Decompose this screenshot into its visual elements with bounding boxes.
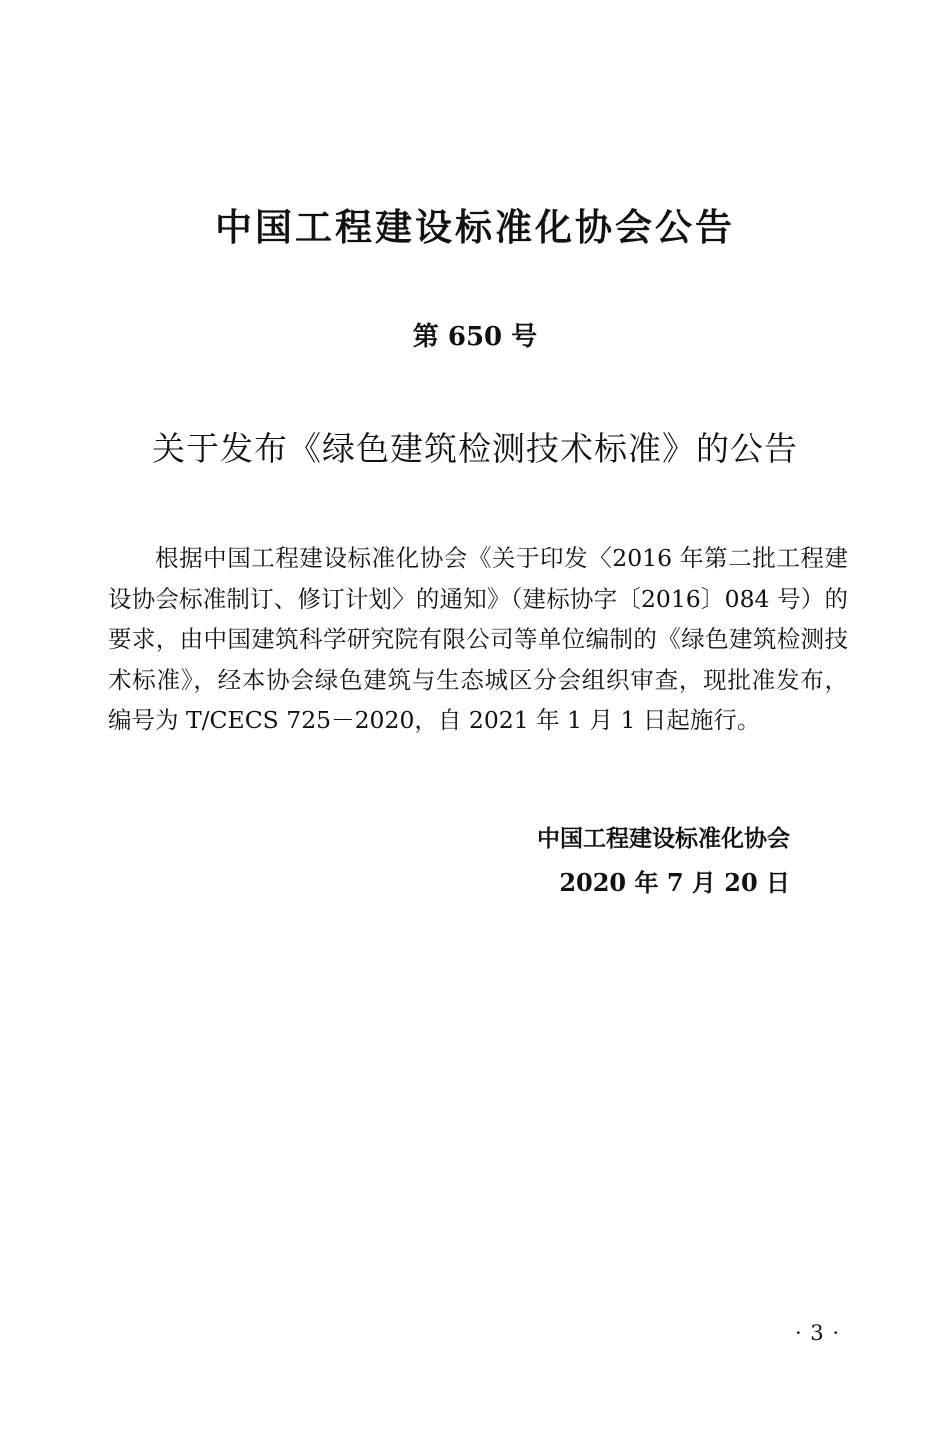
announcement-number: 第 650 号 xyxy=(412,322,538,352)
signature-date: 2020 年 7 月 20 日 xyxy=(559,868,790,897)
signature-block xyxy=(537,818,790,904)
signature-organization: 中国工程建设标准化协会 xyxy=(537,826,790,852)
announcement-body: 根据中国工程建设标准化协会《关于印发〈2016 年第二批工程建设协会标准制订、修订计划〉的通知》（建标协字〔2016〕084 号）的要求，由中国建筑科学研究院有限公司等单位编制的《绿色建筑检测技术标准》，经本协会绿色建筑与生态城区分会组织审查，现批准发布，编号为 T/CECS 725－2020，自 2021 年 1 月 1 日起施行。 xyxy=(108,544,848,734)
announcement-subtitle: 关于发布《绿色建筑检测技术标准》的公告 xyxy=(152,429,798,468)
page-number: · 3 · xyxy=(794,1321,840,1345)
announcement-title: 中国工程建设标准化协会公告 xyxy=(215,206,735,249)
